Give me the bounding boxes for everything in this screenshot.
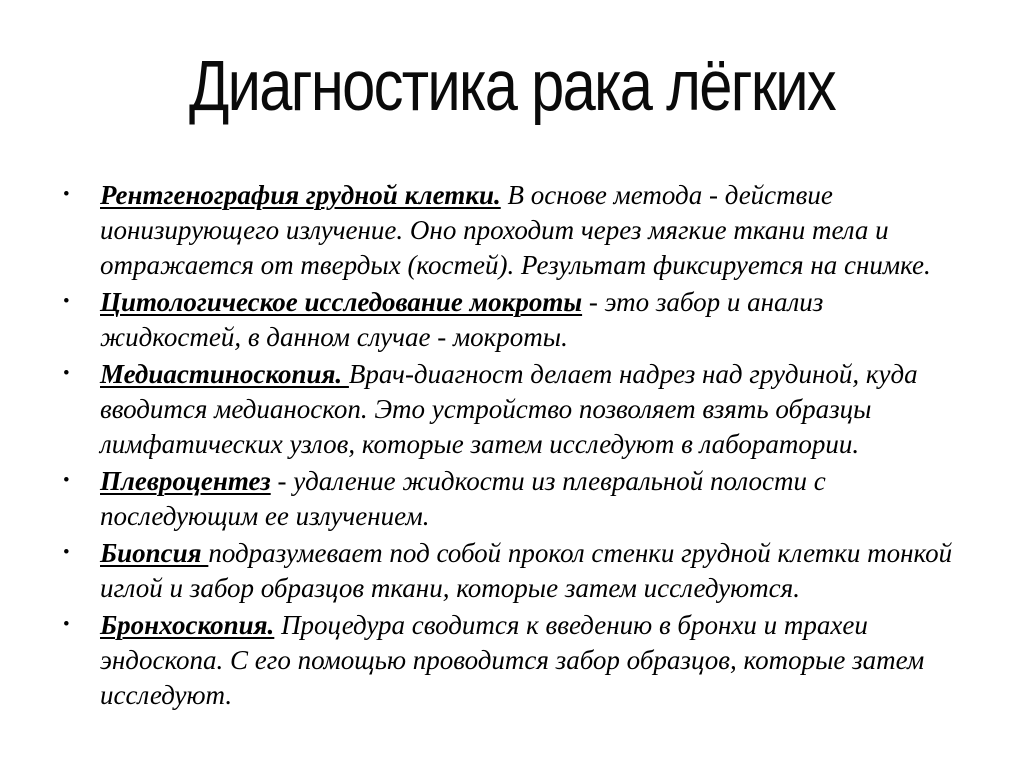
bullet-dot-icon: • <box>63 542 70 563</box>
bullet-rest: Процедура сводится к введению в бронхи и трахеи <box>274 610 868 640</box>
bullet-term: Медиастиноскопия. <box>100 359 349 389</box>
bullet-dot-icon: • <box>63 363 70 384</box>
bullet-dot-icon: • <box>63 470 70 491</box>
bullet-item <box>63 608 1004 713</box>
bullet-text <box>100 178 1004 283</box>
bullet-term: Цитологическое исследование мокроты <box>100 287 583 317</box>
bullet-term: Рентгенография грудной клетки. <box>100 180 501 210</box>
bullet-rest: - это забор и анализ <box>582 287 824 317</box>
bullet-dot-icon: • <box>63 614 70 635</box>
bullet-item <box>63 357 1004 462</box>
bullet-text <box>100 285 1004 355</box>
bullet-term: Бронхоскопия. <box>100 610 275 640</box>
bullet-rest: Врач-диагност делает надрез над грудиной, куда <box>348 359 918 389</box>
page-title: Диагностика рака лёгких <box>188 47 836 126</box>
bullet-line: лимфатических узлов, которые затем исследуют в лаборатории. <box>100 429 860 459</box>
bullet-term: Биопсия <box>100 538 209 568</box>
bullet-first-line <box>100 608 1004 643</box>
bullet-rest: В основе метода - действие <box>500 180 833 210</box>
bullet-item <box>63 285 1004 355</box>
bullet-term: Плевроцентез <box>100 466 271 496</box>
bullet-dot-icon: • <box>63 184 70 205</box>
title-area <box>0 0 1024 124</box>
bullet-text <box>100 608 1004 713</box>
bullet-line: вводится медианоскоп. Это устройство позволяет взять образцы <box>100 394 872 424</box>
bullet-first-line <box>100 285 1004 320</box>
bullet-dot-icon: • <box>63 291 70 312</box>
bullet-first-line <box>100 357 1004 392</box>
bullet-line: иглой и забор образцов ткани, которые затем исследуются. <box>100 573 800 603</box>
bullet-item <box>63 178 1004 283</box>
bullet-list <box>0 178 1024 713</box>
bullet-text <box>100 464 1004 534</box>
bullet-line: жидкостей, в данном случае - мокроты. <box>100 322 568 352</box>
bullet-line: эндоскопа. С его помощью проводится забор образцов, которые затем <box>100 645 925 675</box>
bullet-rest: подразумевает под собой прокол стенки грудной клетки тонкой <box>208 538 953 568</box>
bullet-line: ионизирующего излучение. Оно проходит через мягкие ткани тела и <box>100 215 889 245</box>
bullet-first-line <box>100 464 1004 499</box>
bullet-first-line <box>100 536 1004 571</box>
bullet-rest: - удаление жидкости из плевральной полости с <box>270 466 826 496</box>
bullet-item <box>63 464 1004 534</box>
bullet-line: исследуют. <box>100 680 233 710</box>
bullet-item <box>63 536 1004 606</box>
bullet-text <box>100 357 1004 462</box>
bullet-first-line <box>100 178 1004 213</box>
bullet-text <box>100 536 1004 606</box>
bullet-line: отражается от твердых (костей). Результат фиксируется на снимке. <box>100 250 931 280</box>
bullet-line: последующим ее излучением. <box>100 501 430 531</box>
